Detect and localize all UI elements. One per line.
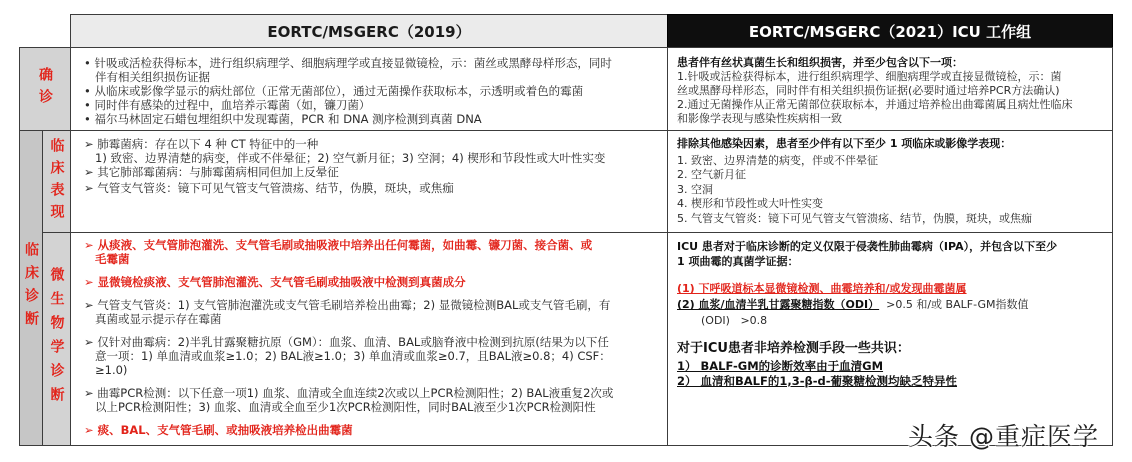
- row-label-confirmed: 确诊: [37, 67, 53, 111]
- eortc-2019-clinical-line: ➢ 其它肺部霉菌病：与肺霉菌病相同但加上反晕征: [84, 165, 339, 179]
- eortc-2019-confirmed-cell: [70, 47, 668, 131]
- watermark-text: 头条 @重症医学: [908, 422, 1099, 451]
- icu-2021-micro-evidence-2-value: >0.5 和/或 BALF-GM指数值: [879, 298, 1029, 311]
- icu-2021-confirmed-heading: 患者伴有丝状真菌生长和组织损害，并至少包含以下一项：: [677, 56, 963, 69]
- icu-2021-clinical-line: 1. 致密、边界清楚的病变，伴或不伴晕征: [677, 153, 878, 167]
- icu-2021-micro-intro: [677, 239, 1106, 269]
- eortc-2019-clinical-line: ➢ 肺霉菌病：存在以下 4 种 CT 特征中的一种: [84, 137, 319, 151]
- eortc-2019-clinical-line: ➢ 气管支气管炎：镜下可见气管支气管溃疡、结节，伪膜，斑块，或焦痂: [84, 181, 454, 195]
- eortc-2019-micro-item-aspergillus-culture: [84, 423, 661, 437]
- eortc-2019-micro-item-microscopy: [84, 275, 661, 289]
- icu-2021-micro-evidence-2-label: (2) 血浆/血清半乳甘露聚糖指数（ODI）: [677, 298, 880, 311]
- eortc-2019-micro-line: ➢ 痰、BAL、支气管毛刷、或抽吸液培养检出曲霉菌: [84, 423, 353, 437]
- icu-2021-clinical-heading: 排除其他感染因素，患者至少伴有以下至少 1 项临床或影像学表现：: [677, 137, 1012, 150]
- eortc-2019-micro-item-pcr: [84, 386, 661, 414]
- eortc-2019-micro-line: 毛霉菌: [95, 252, 130, 266]
- icu-2021-consensus-item: 1） BALF-GM的诊断效率由于血清GM: [677, 359, 884, 373]
- icu-2021-confirmed-line: 2.通过无菌操作从正常无菌部位获取标本，并通过培养检出曲霉菌属且病灶性临床: [677, 98, 1073, 111]
- eortc-2019-micro-line: ≥1.0): [95, 363, 128, 377]
- icu-2021-clinical-line: 5. 气管支气管炎：镜下可见气管支气管溃疡、结节，伪膜，斑块，或焦痂: [677, 211, 1032, 225]
- row-label-clinical-diagnosis-cell: [19, 130, 43, 446]
- icu-2021-micro-intro-line: 1 项曲霉的真菌学证据：: [677, 255, 799, 268]
- eortc-2019-confirmed-line: 伴有相关组织损伤证据: [95, 70, 210, 84]
- icu-2021-confirmed-line: 1.针吸或活检获得标本，进行组织病理学、细胞病理学或直接显微镜检，示：菌: [677, 70, 1062, 83]
- row-label-clinical-diagnosis: 临床诊断: [23, 242, 39, 334]
- icu-2021-micro-evidence-2: [677, 297, 1106, 313]
- icu-2021-clinical-line: 3. 空洞: [677, 182, 713, 196]
- icu-2021-confirmed-line: 丝或黑酵母样形态，同时伴有相关组织损伤证据(必要时通过培养PCR方法确认): [677, 84, 1060, 97]
- row-label-microbiology-cell: [42, 232, 71, 446]
- icu-2021-consensus-item: 2） 血清和BALF的1,3-β-d-葡聚糖检测均缺乏特异性: [677, 374, 958, 388]
- eortc-2019-micro-line: ➢ 气管支气管炎：1) 支气管肺泡灌洗或支气管毛刷培养检出曲霉；2) 显微镜检测BAL或支气管毛刷，有: [84, 298, 611, 312]
- eortc-2019-microbiology-cell: [70, 232, 668, 446]
- eortc-2019-confirmed-line: • 针吸或活检获得标本，进行组织病理学、细胞病理学或直接显微镜检，示：菌丝或黑酵母样形态，同时: [84, 56, 612, 70]
- icu-2021-consensus-title: 对于ICU患者非培养检测手段一些共识：: [677, 341, 910, 356]
- icu-2021-microbiology-cell: [667, 232, 1113, 446]
- row-label-clinical-presentation-cell: [42, 130, 71, 233]
- icu-2021-clinical-presentation-cell: [667, 130, 1113, 233]
- eortc-2019-micro-line: ➢ 从痰液、支气管肺泡灌洗、支气管毛刷或抽吸液中培养出任何霉菌，如曲霉、镰刀菌、接合菌、或: [84, 238, 593, 252]
- eortc-2019-clinical-line: 1) 致密、边界清楚的病变，伴或不伴晕征；2) 空气新月征；3) 空洞；4) 楔形和节段性或大叶性实变: [95, 151, 606, 165]
- eortc-2019-confirmed-line: • 福尔马林固定石蜡包埋组织中发现霉菌，PCR 和 DNA 测序检测到真菌 DNA: [84, 112, 482, 126]
- eortc-2019-micro-line: ➢ 显微镜检痰液、支气管肺泡灌洗、支气管毛刷或抽吸液中检测到真菌成分: [84, 275, 466, 289]
- icu-2021-confirmed-line: 和影像学表现与感染性疾病相一致: [677, 112, 842, 125]
- eortc-2019-micro-line: 真菌或显示提示存在霉菌: [95, 312, 222, 326]
- header-eortc-2021-icu: EORTC/MSGERC（2021）ICU 工作组: [667, 14, 1113, 48]
- eortc-2019-micro-line: 意一项：1) 单血清或血浆≥1.0；2) BAL液≥1.0；3) 单血清或血浆≥0.7，且BAL液≥0.8；4) CSF：: [95, 349, 611, 363]
- eortc-2019-micro-item-culture: [84, 238, 661, 266]
- row-label-microbiology: 微生物学诊断: [48, 267, 65, 411]
- eortc-2019-micro-item-gm: [84, 335, 661, 377]
- eortc-2019-micro-item-tracheobronchitis: [84, 298, 661, 326]
- row-label-clinical-presentation: 临床表现: [48, 137, 65, 226]
- icu-2021-micro-intro-line: ICU 患者对于临床诊断的定义仅限于侵袭性肺曲霉病（IPA），并包含以下至少: [677, 240, 1058, 253]
- eortc-2019-micro-line: 以上PCR检测阳性；3) 血浆、血清或全血至少1次PCR检测阳性，同时BAL液至少1次PCR检测阳性: [95, 400, 596, 414]
- header-eortc-2019: EORTC/MSGERC（2019）: [70, 14, 668, 48]
- icu-2021-clinical-line: 4. 楔形和节段性或大叶性实变: [677, 197, 823, 210]
- eortc-2019-confirmed-line: • 从临床或影像学显示的病灶部位（正常无菌部位），通过无菌操作获取标本，示透明或着色的霉菌: [84, 84, 584, 98]
- icu-2021-micro-evidence-1: (1) 下呼吸道标本显微镜检测、曲霉培养和/或发现曲霉菌属: [677, 282, 967, 295]
- eortc-2019-confirmed-line: • 同时伴有感染的过程中，血培养示霉菌（如，镰刀菌）: [84, 98, 371, 112]
- row-label-confirmed-cell: [19, 47, 71, 131]
- icu-2021-confirmed-cell: [667, 47, 1113, 131]
- icu-2021-micro-evidence-2-line2: (ODI) >0.8: [701, 314, 768, 327]
- eortc-2019-micro-line: ➢ 仅针对曲霉病：2)半乳甘露聚糖抗原（GM）：血浆、血清、BAL或脑脊液中检测到抗原(结果为以下任: [84, 335, 609, 349]
- icu-2021-clinical-line: 2. 空气新月征: [677, 168, 746, 181]
- eortc-2019-clinical-presentation-cell: [70, 130, 668, 233]
- eortc-2019-micro-line: ➢ 曲霉PCR检测：以下任意一项1) 血浆、血清或全血连续2次或以上PCR检测阳性；2) BAL液重复2次或: [84, 386, 614, 400]
